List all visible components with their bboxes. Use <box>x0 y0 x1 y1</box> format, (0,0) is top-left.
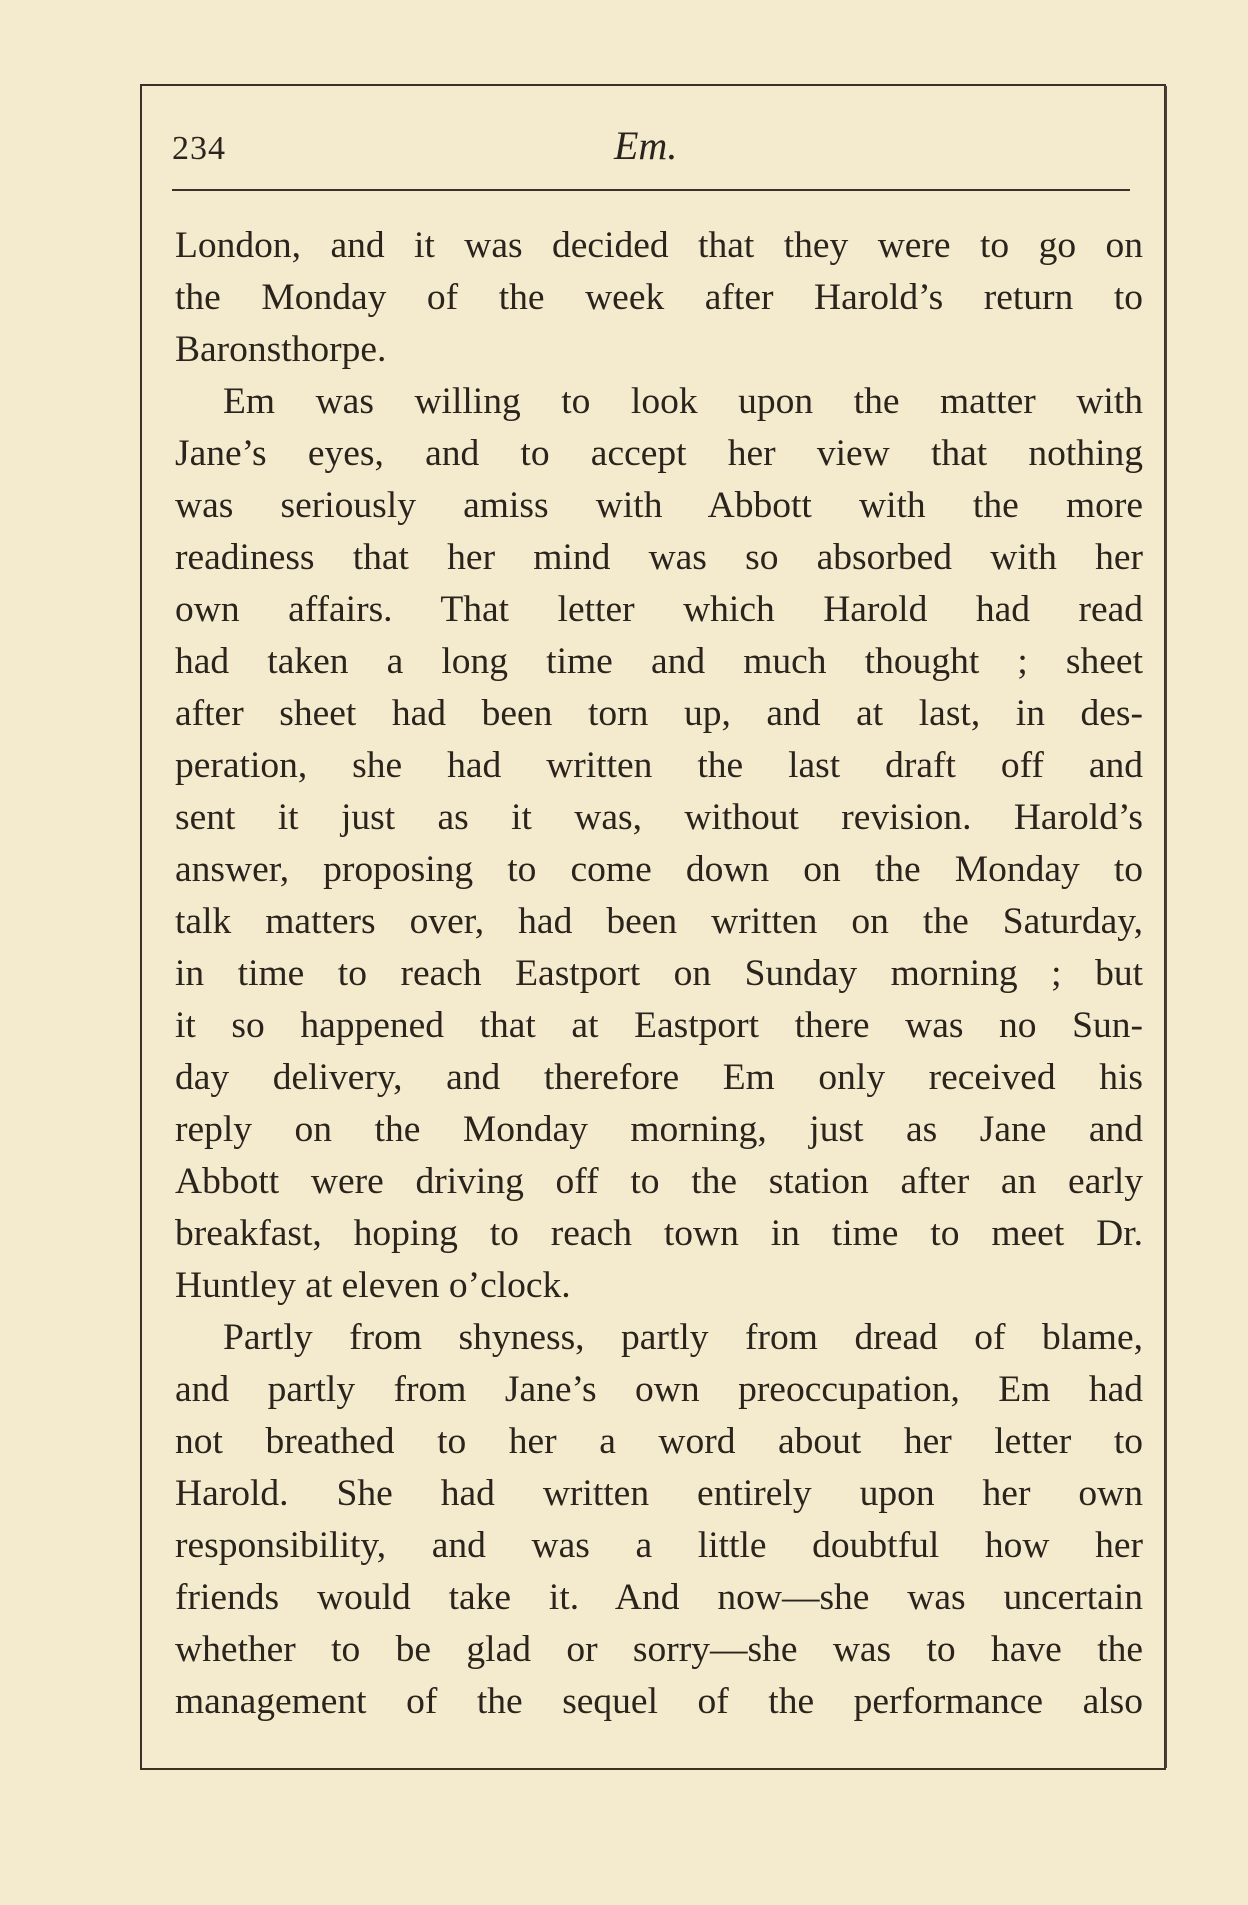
text-line: management of the sequel of the performance also <box>175 1681 1143 1722</box>
text-line: Partly from shyness, partly from dread of blame, <box>223 1317 1143 1358</box>
text-line: after sheet had been torn up, and at last, in des- <box>175 693 1143 734</box>
text-line: in time to reach Eastport on Sunday morning ; but <box>175 953 1143 994</box>
text-line: Jane’s eyes, and to accept her view that nothing <box>175 433 1143 474</box>
text-line: London, and it was decided that they were to go on <box>175 225 1143 266</box>
text-line: Em was willing to look upon the matter with <box>223 381 1143 422</box>
text-line: friends would take it. And now—she was uncertain <box>175 1577 1143 1618</box>
paragraph <box>175 1312 1143 1728</box>
text-line: peration, she had written the last draft off and <box>175 745 1143 786</box>
running-title: Em. <box>614 123 678 168</box>
page-number: 234 <box>172 130 226 167</box>
body-text <box>175 220 1143 1728</box>
text-line: talk matters over, had been written on the Saturday, <box>175 901 1143 942</box>
text-line: it so happened that at Eastport there was no Sun- <box>175 1005 1143 1046</box>
header-rule <box>172 189 1130 191</box>
text-line: answer, proposing to come down on the Monday to <box>175 849 1143 890</box>
text-line: Huntley at eleven o’clock. <box>175 1265 571 1306</box>
text-line: had taken a long time and much thought ; sheet <box>175 641 1143 682</box>
text-line: Baronsthorpe. <box>175 329 387 370</box>
text-line: reply on the Monday morning, just as Jane and <box>175 1109 1143 1150</box>
paragraph <box>175 220 1143 376</box>
text-line: whether to be glad or sorry—she was to have the <box>175 1629 1143 1670</box>
text-line: readiness that her mind was so absorbed with her <box>175 537 1143 578</box>
paragraph <box>175 376 1143 1312</box>
text-line: own affairs. That letter which Harold had read <box>175 589 1143 630</box>
text-line: not breathed to her a word about her letter to <box>175 1421 1143 1462</box>
text-line: sent it just as it was, without revision. Harold’s <box>175 797 1143 838</box>
text-line: Harold. She had written entirely upon her own <box>175 1473 1143 1514</box>
text-line: and partly from Jane’s own preoccupation, Em had <box>175 1369 1143 1410</box>
text-line: breakfast, hoping to reach town in time to meet Dr. <box>175 1213 1143 1254</box>
running-head <box>172 122 1132 182</box>
text-line: responsibility, and was a little doubtful how her <box>175 1525 1143 1566</box>
text-line: day delivery, and therefore Em only received his <box>175 1057 1143 1098</box>
text-line: was seriously amiss with Abbott with the more <box>175 485 1143 526</box>
text-line: the Monday of the week after Harold’s return to <box>175 277 1143 318</box>
text-line: Abbott were driving off to the station after an early <box>175 1161 1143 1202</box>
